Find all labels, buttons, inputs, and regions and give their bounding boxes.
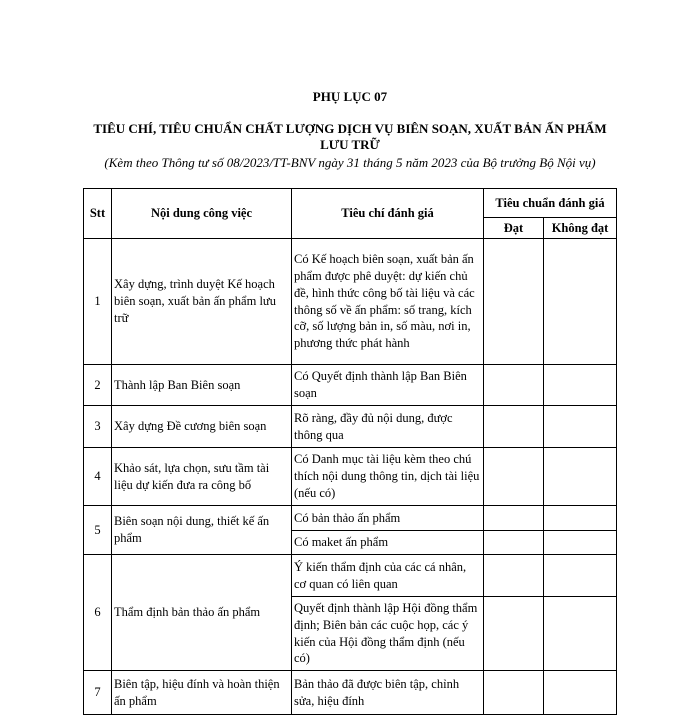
- header-content: Nội dung công việc: [112, 189, 292, 239]
- row-criteria: Quyết định thành lập Hội đồng thẩm định; Biên bản các cuộc họp, các ý kiến của Hội đồng thẩm định (nếu có): [292, 597, 484, 671]
- table-row: [84, 555, 617, 597]
- table-row: [84, 239, 617, 365]
- row-criteria: Ý kiến thẩm định của các cá nhân, cơ quan có liên quan: [292, 555, 484, 597]
- row-criteria: Có Quyết định thành lập Ban Biên soạn: [292, 365, 484, 406]
- pass-cell: [484, 506, 544, 531]
- row-content: Biên tập, hiệu đính và hoàn thiện ấn phẩm: [112, 671, 292, 715]
- table-row: [84, 406, 617, 448]
- row-stt: 7: [84, 671, 112, 715]
- pass-cell: [484, 239, 544, 365]
- fail-cell: [544, 531, 617, 555]
- pass-cell: [484, 555, 544, 597]
- fail-cell: [544, 671, 617, 715]
- row-content: Thành lập Ban Biên soạn: [112, 365, 292, 406]
- row-criteria: Có bản thảo ấn phẩm: [292, 506, 484, 531]
- pass-cell: [484, 406, 544, 448]
- pass-cell: [484, 597, 544, 671]
- fail-cell: [544, 506, 617, 531]
- header-pass: Đạt: [484, 218, 544, 239]
- row-stt: 4: [84, 448, 112, 506]
- table-row: [84, 365, 617, 406]
- row-criteria: Có maket ấn phẩm: [292, 531, 484, 555]
- fail-cell: [544, 406, 617, 448]
- fail-cell: [544, 555, 617, 597]
- header-standard: Tiêu chuẩn đánh giá: [484, 189, 617, 218]
- document-subtitle: TIÊU CHÍ, TIÊU CHUẨN CHẤT LƯỢNG DỊCH VỤ BIÊN SOẠN, XUẤT BẢN ẤN PHẨM LƯU TRỮ: [93, 121, 607, 152]
- row-content: Biên soạn nội dung, thiết kế ấn phẩm: [112, 506, 292, 555]
- criteria-table: [83, 188, 617, 715]
- header-criteria: Tiêu chí đánh giá: [292, 189, 484, 239]
- table-row: [84, 506, 617, 531]
- row-criteria: Có Danh mục tài liệu kèm theo chú thích nội dung thông tin, dịch tài liệu (nếu có): [292, 448, 484, 506]
- fail-cell: [544, 448, 617, 506]
- pass-cell: [484, 365, 544, 406]
- pass-cell: [484, 448, 544, 506]
- table-row: [84, 448, 617, 506]
- fail-cell: [544, 239, 617, 365]
- row-stt: 2: [84, 365, 112, 406]
- table-row: [84, 671, 617, 715]
- fail-cell: [544, 365, 617, 406]
- row-criteria: Có Kế hoạch biên soạn, xuất bản ấn phẩm được phê duyệt: dự kiến chủ đề, hình thức công bố tài liệu và các thông số về ấn phẩm: số trang, kích cỡ, số lượng bản in, số màu, nơi in, phương thức phát hành: [292, 239, 484, 365]
- appendix-title: PHỤ LỤC 07: [312, 89, 388, 104]
- row-criteria: Rõ ràng, đầy đủ nội dung, được thông qua: [292, 406, 484, 448]
- row-stt: 3: [84, 406, 112, 448]
- row-stt: 1: [84, 239, 112, 365]
- row-content: Xây dựng Đề cương biên soạn: [112, 406, 292, 448]
- row-stt: 6: [84, 555, 112, 671]
- row-content: Thẩm định bản thảo ấn phẩm: [112, 555, 292, 671]
- row-content: Khảo sát, lựa chọn, sưu tầm tài liệu dự kiến đưa ra công bố: [112, 448, 292, 506]
- row-stt: 5: [84, 506, 112, 555]
- header-fail: Không đạt: [544, 218, 617, 239]
- row-content: Xây dựng, trình duyệt Kế hoạch biên soạn, xuất bản ấn phẩm lưu trữ: [112, 239, 292, 365]
- header-stt: Stt: [84, 189, 112, 239]
- row-criteria: Bản thảo đã được biên tập, chỉnh sửa, hiệu đính: [292, 671, 484, 715]
- fail-cell: [544, 597, 617, 671]
- pass-cell: [484, 671, 544, 715]
- document-note: (Kèm theo Thông tư số 08/2023/TT-BNV ngày 31 tháng 5 năm 2023 của Bộ trưởng Bộ Nội vụ): [104, 155, 596, 170]
- pass-cell: [484, 531, 544, 555]
